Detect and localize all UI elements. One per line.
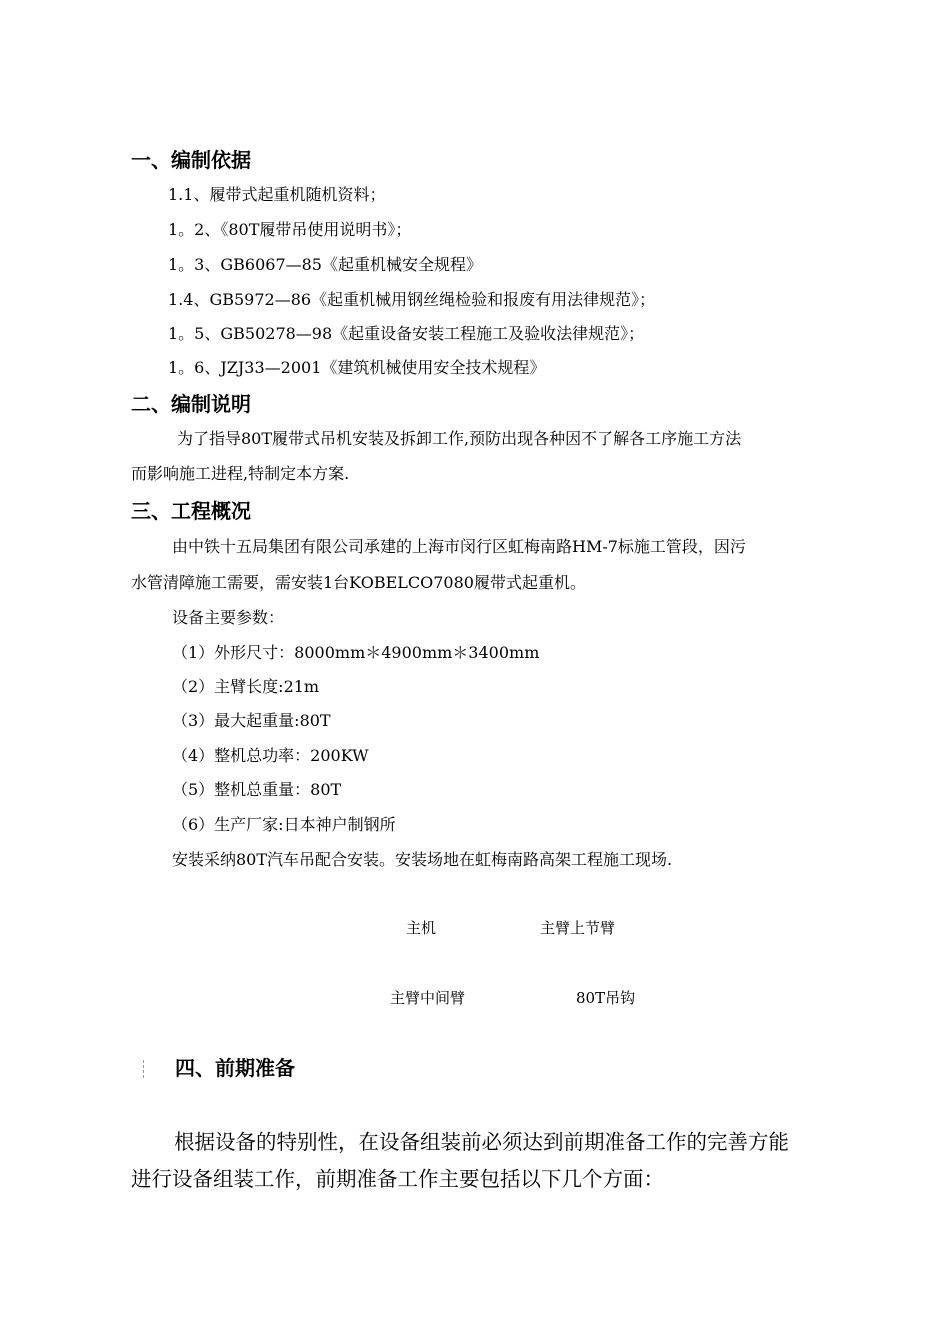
basis-item-2: 1。2、《80T履带吊使用说明书》； <box>168 220 412 239</box>
basis-item-5: 1。5、GB50278—98《起重设备安装工程施工及验收法律规范》； <box>168 324 645 343</box>
section-heading-preparation: 四、前期准备 <box>175 1056 295 1080</box>
basis-item-6: 1。6、JZJ33—2001《建筑机械使用安全技术规程》 <box>168 358 546 377</box>
basis-item-1: 1.1、履带式起重机随机资料； <box>168 185 386 204</box>
section-heading-description: 二、编制说明 <box>131 392 251 416</box>
params-title: 设备主要参数： <box>172 608 285 627</box>
param-max-load: （3）最大起重量:80T <box>172 711 331 730</box>
overview-line-2: 水管清障施工需要，需安装1台KOBELCO7080履带式起重机。 <box>131 573 586 592</box>
caption-main-unit: 主机 <box>406 919 437 937</box>
caption-hook: 80T吊钩 <box>576 989 636 1007</box>
overview-line-1: 由中铁十五局集团有限公司承建的上海市闵行区虹梅南路HM-7标施工管段，因污 <box>172 537 746 556</box>
param-power: （4）整机总功率：200KW <box>172 746 369 765</box>
caption-boom-top: 主臂上节臂 <box>540 919 616 937</box>
param-manufacturer: （6）生产厂家:日本神户制钢所 <box>172 815 396 834</box>
description-line-1: 为了指导80T履带式吊机安装及拆卸工作,预防出现各种因不了解各工序施工方法 <box>177 429 742 448</box>
basis-item-4: 1.4、GB5972—86《起重机械用钢丝绳检验和报废有用法律规范》； <box>168 290 656 309</box>
section-heading-basis: 一、编制依据 <box>131 148 251 172</box>
preparation-line-2: 进行设备组装工作，前期准备工作主要包括以下几个方面： <box>131 1167 664 1191</box>
install-note: 安装采纳80T汽车吊配合安装。安装场地在虹梅南路高架工程施工现场. <box>172 850 673 869</box>
basis-item-3: 1。3、GB6067—85《起重机械安全规程》 <box>168 255 482 274</box>
cut-marker <box>143 1060 145 1078</box>
preparation-line-1: 根据设备的特别性，在设备组装前必须达到前期准备工作的完善方能 <box>174 1130 789 1154</box>
section-heading-overview: 三、工程概况 <box>131 499 251 523</box>
param-weight: （5）整机总重量：80T <box>172 780 342 799</box>
param-dimensions: （1）外形尺寸：8000mm＊4900mm＊3400mm <box>172 643 540 662</box>
section-heading-preparation-cut <box>131 1050 331 1080</box>
description-line-2: 而影响施工进程,特制定本方案. <box>131 464 350 483</box>
param-boom-length: （2）主臂长度:21m <box>172 677 320 696</box>
caption-boom-middle: 主臂中间臂 <box>390 989 466 1007</box>
